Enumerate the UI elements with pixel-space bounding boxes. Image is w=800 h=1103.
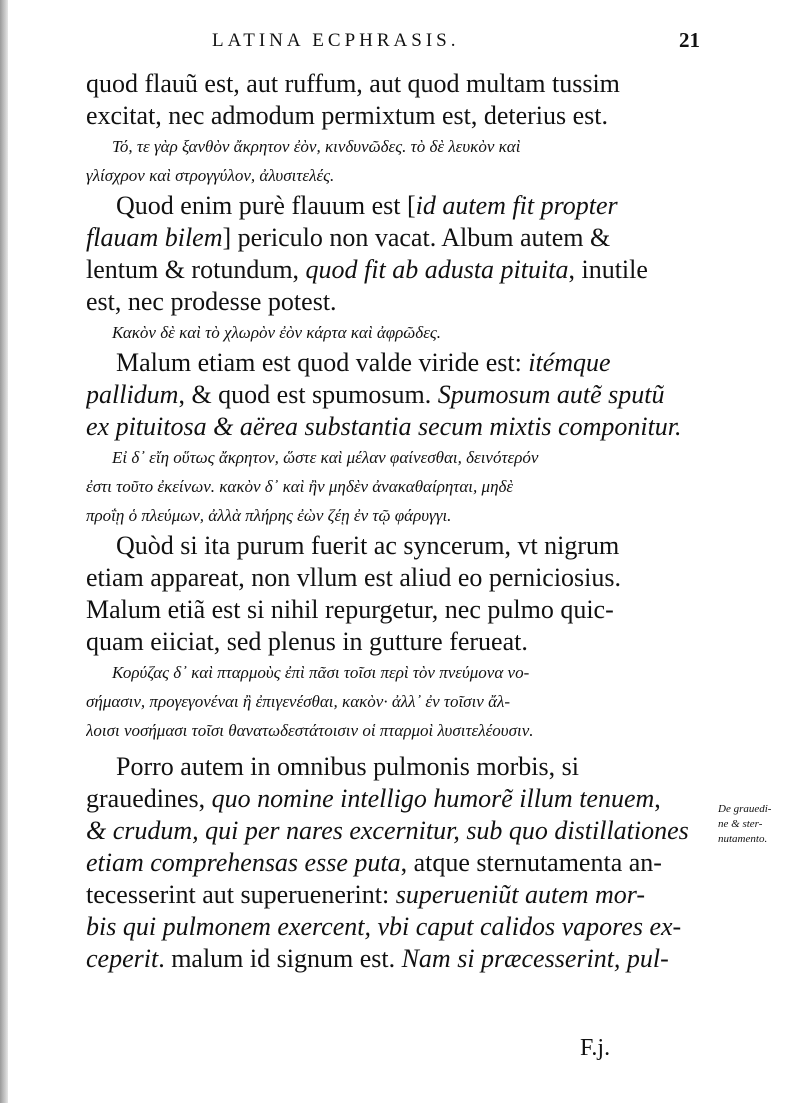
text-segment: Quod enim purè flauum est [ — [116, 191, 416, 220]
text-segment: quod flauũ est, aut ruffum, aut quod multam tussim — [86, 69, 620, 98]
text-segment: Τό, τε γὰρ ξανθὸν ἄκρητον ἐὸν, κινδυνῶδες. τὸ δὲ λευκὸν καὶ — [112, 137, 521, 156]
italic-segment: bis qui pulmonem exercent, vbi caput calidos vapores ex- — [86, 912, 682, 941]
text-segment: Malum etiam est quod valde viride est: — [116, 348, 529, 377]
text-segment: Κορύζας δ᾽ καὶ πταρμοὺς ἐπὶ πᾶσι τοῖσι περὶ τὸν πνεύμονα νο- — [112, 663, 530, 682]
text-segment: Porro autem in omnibus pulmonis morbis, si — [116, 752, 579, 781]
latin-line — [86, 347, 711, 379]
italic-segment: itémque — [528, 348, 611, 377]
italic-segment: id autem fit propter — [415, 191, 618, 220]
latin-line — [86, 222, 711, 254]
text-segment: Κακὸν δὲ καὶ τὸ χλωρὸν ἐὸν κάρτα καὶ ἀφρῶδες. — [112, 323, 442, 342]
italic-segment: superueniũt autem mor- — [395, 880, 646, 909]
text-segment: etiam appareat, non vllum est aliud eo perniciosius. — [86, 563, 622, 592]
text-segment: lentum & rotundum, — [86, 255, 306, 284]
latin-line — [86, 100, 711, 132]
latin-line — [86, 879, 711, 911]
latin-line — [86, 190, 711, 222]
latin-line — [86, 530, 711, 562]
italic-segment: etiam comprehensas esse puta — [86, 848, 401, 877]
greek-line — [86, 318, 711, 347]
italic-segment: quo nomine intelligo humorẽ illum tenuem — [211, 784, 655, 813]
text-segment: quam eiiciat, sed plenus in gutture ferueat. — [86, 627, 528, 656]
page-number: 21 — [679, 28, 700, 52]
text-segment: , — [654, 784, 661, 813]
page-edge — [0, 0, 8, 1103]
latin-line — [86, 68, 711, 100]
latin-line — [86, 847, 711, 879]
text-segment: Quòd si ita purum fuerit ac syncerum, vt nigrum — [116, 531, 620, 560]
italic-segment: & crudum, qui per nares excernitur, sub quo distillationes — [86, 816, 689, 845]
greek-line — [86, 161, 711, 190]
text-segment: ἐστι τοῦτο ἐκείνων. κακὸν δ᾽ καὶ ἢν μηδὲν ἀνακαθαίρηται, μηδὲ — [86, 477, 514, 496]
latin-line — [86, 911, 711, 943]
text-segment: γλίσχρον καὶ στρογγύλον, ἀλυσιτελές. — [86, 166, 335, 185]
margin-note-line: De grauedi- — [718, 803, 772, 815]
signature-mark: F.j. — [580, 1035, 611, 1061]
italic-segment: ceperit — [86, 944, 159, 973]
greek-line — [86, 658, 711, 687]
running-head: LATINA ECPHRASIS. — [212, 30, 460, 51]
text-segment: Malum etiã est si nihil repurgetur, nec pulmo quic- — [86, 595, 614, 624]
latin-line — [86, 815, 711, 847]
page-header — [200, 30, 700, 60]
text-segment: grauedines, — [86, 784, 212, 813]
text-segment: excitat, nec admodum permixtum est, deterius est. — [86, 101, 609, 130]
text-segment: , inutile — [568, 255, 648, 284]
text-segment: tecesserint aut superuenerint: — [86, 880, 396, 909]
body-text — [86, 68, 711, 975]
greek-line — [86, 132, 711, 161]
text-segment: πρoΐῃ ὁ πλεύμων, ἀλλὰ πλήρης ἐὼν ζέῃ ἐν τῷ φάρυγγι. — [86, 506, 452, 525]
margin-note-line: nutamento. — [718, 833, 768, 845]
latin-line — [86, 751, 711, 783]
latin-line — [86, 254, 711, 286]
greek-line — [86, 501, 711, 530]
italic-segment: ex pituitosa & aërea substantia secum mixtis componitur. — [86, 412, 682, 441]
italic-segment: pallidum — [86, 380, 179, 409]
greek-line — [86, 687, 711, 716]
italic-segment: Nam si præcesserint, pul- — [401, 944, 669, 973]
margin-note — [718, 802, 798, 847]
latin-line — [86, 943, 711, 975]
latin-line — [86, 626, 711, 658]
greek-line — [86, 716, 711, 745]
text-segment: λοισι νοσήμασι τοῖσι θανατωδεστάτοισιν οἱ πταρμοὶ λυσιτελέουσιν. — [86, 721, 534, 740]
latin-line — [86, 783, 711, 815]
latin-line — [86, 594, 711, 626]
latin-line — [86, 411, 711, 443]
latin-line — [86, 379, 711, 411]
text-segment: est, nec prodesse potest. — [86, 287, 337, 316]
latin-line — [86, 286, 711, 318]
text-segment: Εἰ δ᾽ εἴη οὕτως ἄκρητον, ὥστε καὶ μέλαν φαίνεσθαι, δεινότερόν — [112, 448, 539, 467]
italic-segment: flauam bilem — [86, 223, 223, 252]
margin-note-line: ne & ster- — [718, 818, 763, 830]
greek-line — [86, 443, 711, 472]
text-segment: . malum id signum est. — [158, 944, 402, 973]
text-segment: , atque sternutamenta an- — [400, 848, 662, 877]
greek-line — [86, 472, 711, 501]
italic-segment: quod fit ab adusta pituita — [305, 255, 569, 284]
latin-line — [86, 562, 711, 594]
text-segment: , & quod est spumosum. — [178, 380, 438, 409]
italic-segment: Spumosum autẽ sputũ — [437, 380, 665, 409]
text-segment: σήμασιν, προγεγονέναι ἢ ἐπιγενέσθαι, κακὸν· ἀλλ᾽ ἐν τοῖσιν ἄλ- — [86, 692, 511, 711]
text-segment: ] periculo non vacat. Album autem & — [222, 223, 611, 252]
